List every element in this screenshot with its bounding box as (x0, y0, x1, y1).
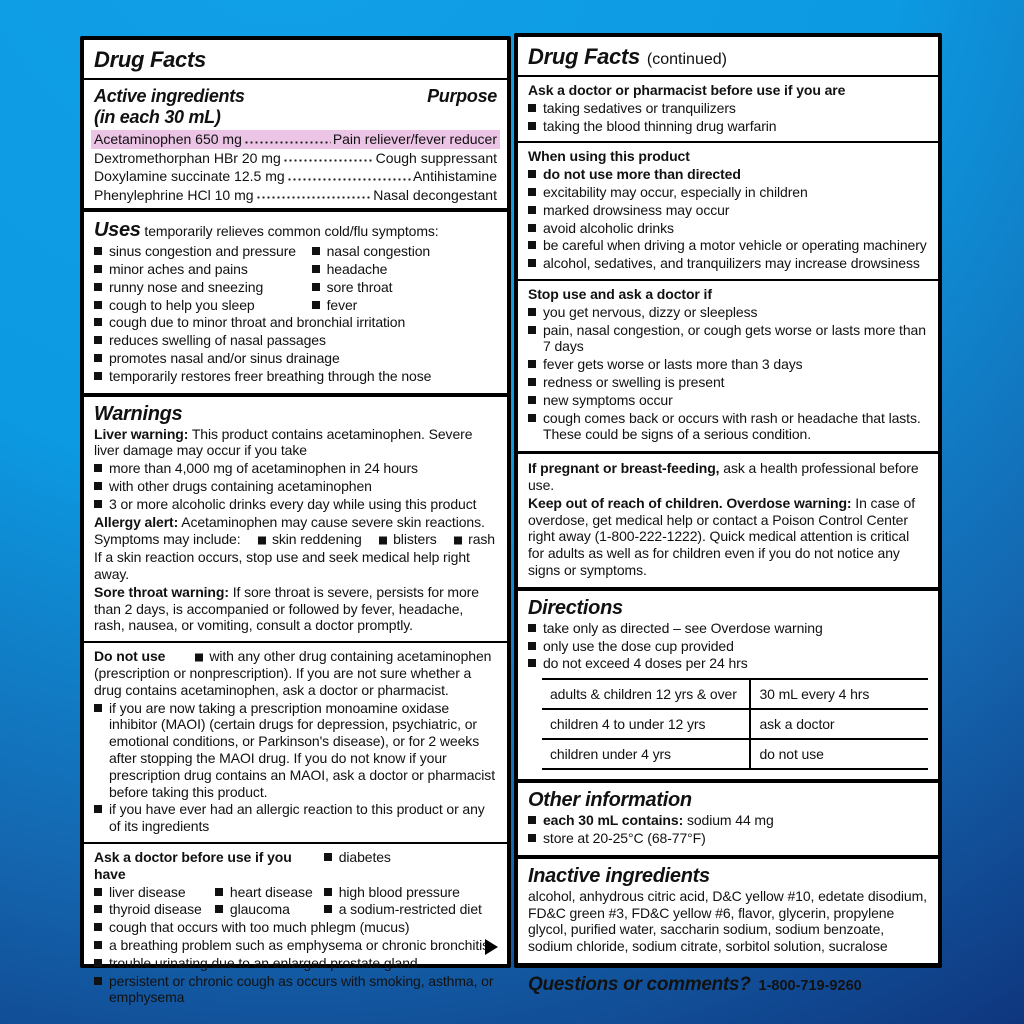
phone-number: 1-800-719-9260 (758, 977, 862, 994)
bullet-icon (94, 464, 102, 472)
inactive-ingredients-heading: Inactive ingredients (528, 864, 710, 887)
do-not-use-label: Do not use (94, 648, 166, 665)
bullet-icon (94, 888, 102, 896)
list-item: if you are now taking a prescription monoamine oxidase inhibitor (MAOI) (certain drugs for depression, psychiatric, or emotional conditions, or Parkinson's disease), or for 2 weeks after stopping the MAOI drug. If you do not know if your prescription drug contains an MAOI, ask a doctor or pharmacist before taking this product. (94, 700, 497, 801)
bullet-icon (528, 206, 536, 214)
inactive-ingredients-text: alcohol, anhydrous citric acid, D&C yellow #10, edetate disodium, FD&C green #3, FD&C yellow #6, flavor, glycerin, propylene glycol, purified water, saccharin sodium, sodium benzoate, sodium chloride, sodium citrate, sorbitol solution, sucralose (528, 887, 927, 955)
bullet-icon (312, 265, 320, 273)
list-item: runny nose and sneezing (94, 279, 312, 296)
ingredient-name: Doxylamine succinate 12.5 mg (94, 168, 285, 185)
drug-facts-panel (80, 36, 511, 1006)
ask-pharmacist-section (528, 80, 928, 138)
bullet-icon (528, 259, 536, 267)
list-item: each 30 mL contains: sodium 44 mg (528, 812, 928, 829)
symptoms-row: Symptoms may include: skin reddening blisters rash (94, 531, 495, 548)
bullet-icon (528, 834, 536, 842)
list-item: with other drugs containing acetaminophen (94, 478, 497, 495)
bullet-icon (528, 188, 536, 196)
divider (518, 855, 938, 859)
ingredient-row (94, 167, 497, 185)
bullet-icon (528, 642, 536, 650)
list-item: taking sedatives or tranquilizers (528, 100, 928, 117)
bullet-icon (94, 265, 102, 273)
ingredient-purpose: Nasal decongestant (373, 186, 497, 203)
uses-intro: temporarily relieves common cold/flu symptoms: (144, 223, 439, 240)
list-item: trouble urinating due to an enlarged prostate gland (94, 955, 497, 972)
divider (518, 587, 938, 591)
dose-amount-cell: do not use (750, 739, 928, 769)
bullet-icon (312, 283, 320, 291)
directions-heading: Directions (528, 596, 623, 619)
list-item: taking the blood thinning drug warfarin (528, 118, 928, 135)
list-item: cough that occurs with too much phlegm (mucus) (94, 919, 497, 936)
divider (84, 641, 507, 643)
warnings-heading: Warnings (94, 402, 183, 425)
uses-heading: Uses (94, 219, 141, 242)
list-item: 3 or more alcoholic drinks every day while using this product (94, 496, 497, 513)
bullet-icon (94, 959, 102, 967)
divider (518, 963, 938, 967)
bullet-icon (528, 326, 536, 334)
when-using-section (528, 146, 928, 276)
bullet-icon (528, 378, 536, 386)
ask-pharmacist-label: Ask a doctor or pharmacist before use if you are (528, 82, 846, 98)
bullet-icon (528, 170, 536, 178)
purpose-label: Purpose (427, 86, 497, 106)
liver-warning-label: Liver warning: (94, 425, 189, 442)
bullet-icon (528, 241, 536, 249)
questions-section (528, 971, 928, 998)
list-item: fever (312, 297, 497, 314)
sore-throat-warning-label: Sore throat warning: (94, 583, 229, 600)
list-item: store at 20-25°C (68-77°F) (528, 830, 928, 847)
bullet-icon (94, 482, 102, 490)
dot-leader (287, 167, 411, 185)
list-item: minor aches and pains (94, 261, 312, 278)
ingredient-name: Dextromethorphan HBr 20 mg (94, 149, 281, 166)
warnings-section: Warnings Liver warning: This product contains acetaminophen. Severe liver damage may occur if you take more than 4,000 mg of acetaminophen in 24 hours with other drugs containing acetaminophen 3 or more alcoholic drinks every day while using this product Allergy alert: Acetaminophen may cause severe skin reactions. Symptoms may include: skin reddening blisters rash If a skin reaction occurs, stop use and seek medical help right away. Sore throat warning: If sore throat is severe, persists for more than 2 days, is accompanied or followed by fever, headache, rash, nausea, or vomiting, consult a doctor promptly. (94, 401, 497, 639)
bullet-icon (94, 805, 102, 813)
bullet-icon (258, 537, 266, 545)
pregnancy-overdose-section (528, 458, 928, 583)
active-ingredients-heading: Active ingredients (94, 86, 245, 106)
uses-section (94, 216, 497, 388)
bullet-icon (215, 905, 223, 913)
divider (84, 78, 507, 80)
list-item: only use the dose cup provided (528, 638, 928, 655)
bullet-icon (528, 224, 536, 232)
list-item: marked drowsiness may occur (528, 202, 928, 219)
dose-table (542, 678, 928, 770)
other-information-heading: Other information (528, 789, 692, 812)
dose-age-cell: adults & children 12 yrs & over (542, 679, 750, 709)
ask-doctor-section (94, 847, 497, 1010)
bullet-icon (528, 396, 536, 404)
ingredient-row (94, 186, 497, 204)
dot-leader (283, 149, 374, 167)
bullet-icon (94, 247, 102, 255)
bullet-icon (379, 537, 387, 545)
bullet-icon (312, 247, 320, 255)
bullet-icon (528, 308, 536, 316)
bullet-icon (94, 372, 102, 380)
bullet-icon (94, 301, 102, 309)
continued-arrow-icon (485, 939, 498, 955)
list-item: fever gets worse or lasts more than 3 days (528, 356, 928, 373)
stop-use-section (528, 284, 928, 447)
list-item: do not use more than directed (528, 166, 928, 183)
list-item: take only as directed – see Overdose warning (528, 620, 928, 637)
bullet-icon (94, 704, 102, 712)
directions-section (528, 595, 928, 775)
divider (84, 393, 507, 397)
bullet-icon (94, 941, 102, 949)
dose-age-cell: children under 4 yrs (542, 739, 750, 769)
list-item: redness or swelling is present (528, 374, 928, 391)
ingredient-purpose: Pain reliever/fever reducer (332, 131, 497, 148)
list-item: a breathing problem such as emphysema or chronic bronchitis (94, 937, 497, 954)
bullet-icon (94, 923, 102, 931)
bullet-icon (528, 104, 536, 112)
bullet-icon (94, 977, 102, 985)
bullet-icon (94, 354, 102, 362)
bullet-icon (324, 905, 332, 913)
drug-facts-panel-continued (514, 33, 942, 995)
inactive-ingredients-section (528, 863, 928, 959)
ask-doctor-label: Ask a doctor before use if you have (94, 848, 292, 882)
list-item: do not exceed 4 doses per 24 hrs (528, 655, 928, 672)
list-item: reduces swelling of nasal passages (94, 332, 497, 349)
list-item: cough to help you sleep (94, 297, 312, 314)
list-item: persistent or chronic cough as occurs with smoking, asthma, or emphysema (94, 973, 497, 1007)
bullet-icon (528, 816, 536, 824)
list-item: headache (312, 261, 497, 278)
divider (518, 779, 938, 783)
divider (518, 75, 938, 77)
list-item: pain, nasal congestion, or cough gets worse or lasts more than 7 days (528, 322, 928, 356)
bullet-icon (94, 283, 102, 291)
when-using-label: When using this product (528, 148, 690, 165)
list-item: avoid alcoholic drinks (528, 220, 928, 237)
dose-age-cell: children 4 to under 12 yrs (542, 709, 750, 739)
drug-facts-title: Drug Facts (94, 47, 206, 72)
list-item: cough comes back or occurs with rash or headache that lasts. These could be signs of a serious condition. (528, 410, 928, 444)
list-item: new symptoms occur (528, 392, 928, 409)
ask-doctor-grid (94, 849, 497, 919)
table-row (542, 679, 928, 709)
bullet-icon (454, 537, 462, 545)
bullet-icon (312, 301, 320, 309)
pregnancy-warning: If pregnant or breast-feeding, ask a health professional before use. (528, 460, 919, 493)
bullet-icon (215, 888, 223, 896)
list-item: more than 4,000 mg of acetaminophen in 24 hours (94, 460, 497, 477)
bullet-icon (528, 659, 536, 667)
bullet-icon (528, 624, 536, 632)
ingredient-row (91, 130, 500, 148)
dose-amount-cell: ask a doctor (750, 709, 928, 739)
list-item: be careful when driving a motor vehicle or operating machinery (528, 237, 928, 254)
list-item: cough due to minor throat and bronchial irritation (94, 314, 497, 331)
list-item: thyroid disease (94, 901, 215, 918)
questions-heading: Questions or comments? (528, 973, 751, 995)
list-item: promotes nasal and/or sinus drainage (94, 350, 497, 367)
do-not-use-section: Do not use with any other drug containing acetaminophen (prescription or nonprescription). If you are not sure whether a drug contains acetaminophen, ask a doctor or pharmacist. if you are now taking a prescription monoamine oxidase inhibitor (MAOI) (certain drugs for depression, psychiatric, or emotional conditions, or Parkinson's disease), or for 2 weeks after stopping the MAOI drug. If you do not know if your prescription drug contains an MAOI, ask a doctor or pharmacist before taking this product. if you have ever had an allergic reaction to this product or any of its ingredients (94, 646, 497, 839)
bullet-icon (195, 654, 203, 662)
divider (518, 451, 938, 454)
bullet-icon (94, 905, 102, 913)
stop-use-label: Stop use and ask a doctor if (528, 285, 712, 302)
drug-facts-continued-title: Drug Facts (528, 44, 640, 69)
bullet-icon (94, 336, 102, 344)
allergy-alert-label: Allergy alert: (94, 513, 179, 530)
dot-leader (256, 186, 372, 204)
list-item: nasal congestion (312, 243, 497, 260)
list-item: excitability may occur, especially in children (528, 184, 928, 201)
overdose-warning: Keep out of reach of children. Overdose warning: In case of overdose, get medical help or contact a Poison Control Center right away (1-800-222-1222). Quick medical attention is critical for adults as well as for children even if you do not notice any signs or symptoms. (528, 494, 915, 578)
list-item: a sodium-restricted diet (324, 901, 497, 918)
allergy-footer: If a skin reaction occurs, stop use and seek medical help right away. (94, 549, 470, 582)
list-item: heart disease (215, 884, 324, 901)
list-item: sore throat (312, 279, 497, 296)
list-item: glaucoma (215, 901, 324, 918)
other-information-section (528, 787, 928, 851)
bullet-icon (324, 888, 332, 896)
ingredient-name: Phenylephrine HCl 10 mg (94, 186, 254, 203)
ingredient-purpose: Antihistamine (412, 168, 497, 185)
list-item: if you have ever had an allergic reaction to this product or any of its ingredients (94, 801, 497, 835)
divider (84, 842, 507, 844)
list-item: temporarily restores freer breathing through the nose (94, 368, 497, 385)
bullet-icon (94, 500, 102, 508)
uses-two-column-list (94, 243, 497, 314)
bullet-icon (528, 360, 536, 368)
ingredient-name: Acetaminophen 650 mg (94, 131, 242, 148)
table-row (542, 739, 928, 769)
bullet-icon (324, 853, 332, 861)
list-item: liver disease (94, 884, 215, 901)
list-item: sinus congestion and pressure (94, 243, 312, 260)
dot-leader (244, 130, 331, 148)
bullet-icon (94, 318, 102, 326)
divider (518, 141, 938, 143)
bullet-icon (528, 414, 536, 422)
divider (84, 208, 507, 212)
list-item: high blood pressure (324, 884, 497, 901)
list-item: you get nervous, dizzy or sleepless (528, 304, 928, 321)
list-item: diabetes (324, 849, 497, 883)
active-ingredients-header (94, 83, 497, 130)
bullet-icon (528, 122, 536, 130)
table-row (542, 709, 928, 739)
ingredient-row (94, 149, 497, 167)
divider (518, 279, 938, 281)
continued-label: (continued) (646, 51, 727, 68)
dose-amount-cell: 30 mL every 4 hrs (750, 679, 928, 709)
ingredient-purpose: Cough suppressant (375, 149, 497, 166)
list-item: alcohol, sedatives, and tranquilizers may increase drowsiness (528, 255, 928, 272)
active-ingredients-unit: (in each 30 mL) (94, 106, 221, 127)
